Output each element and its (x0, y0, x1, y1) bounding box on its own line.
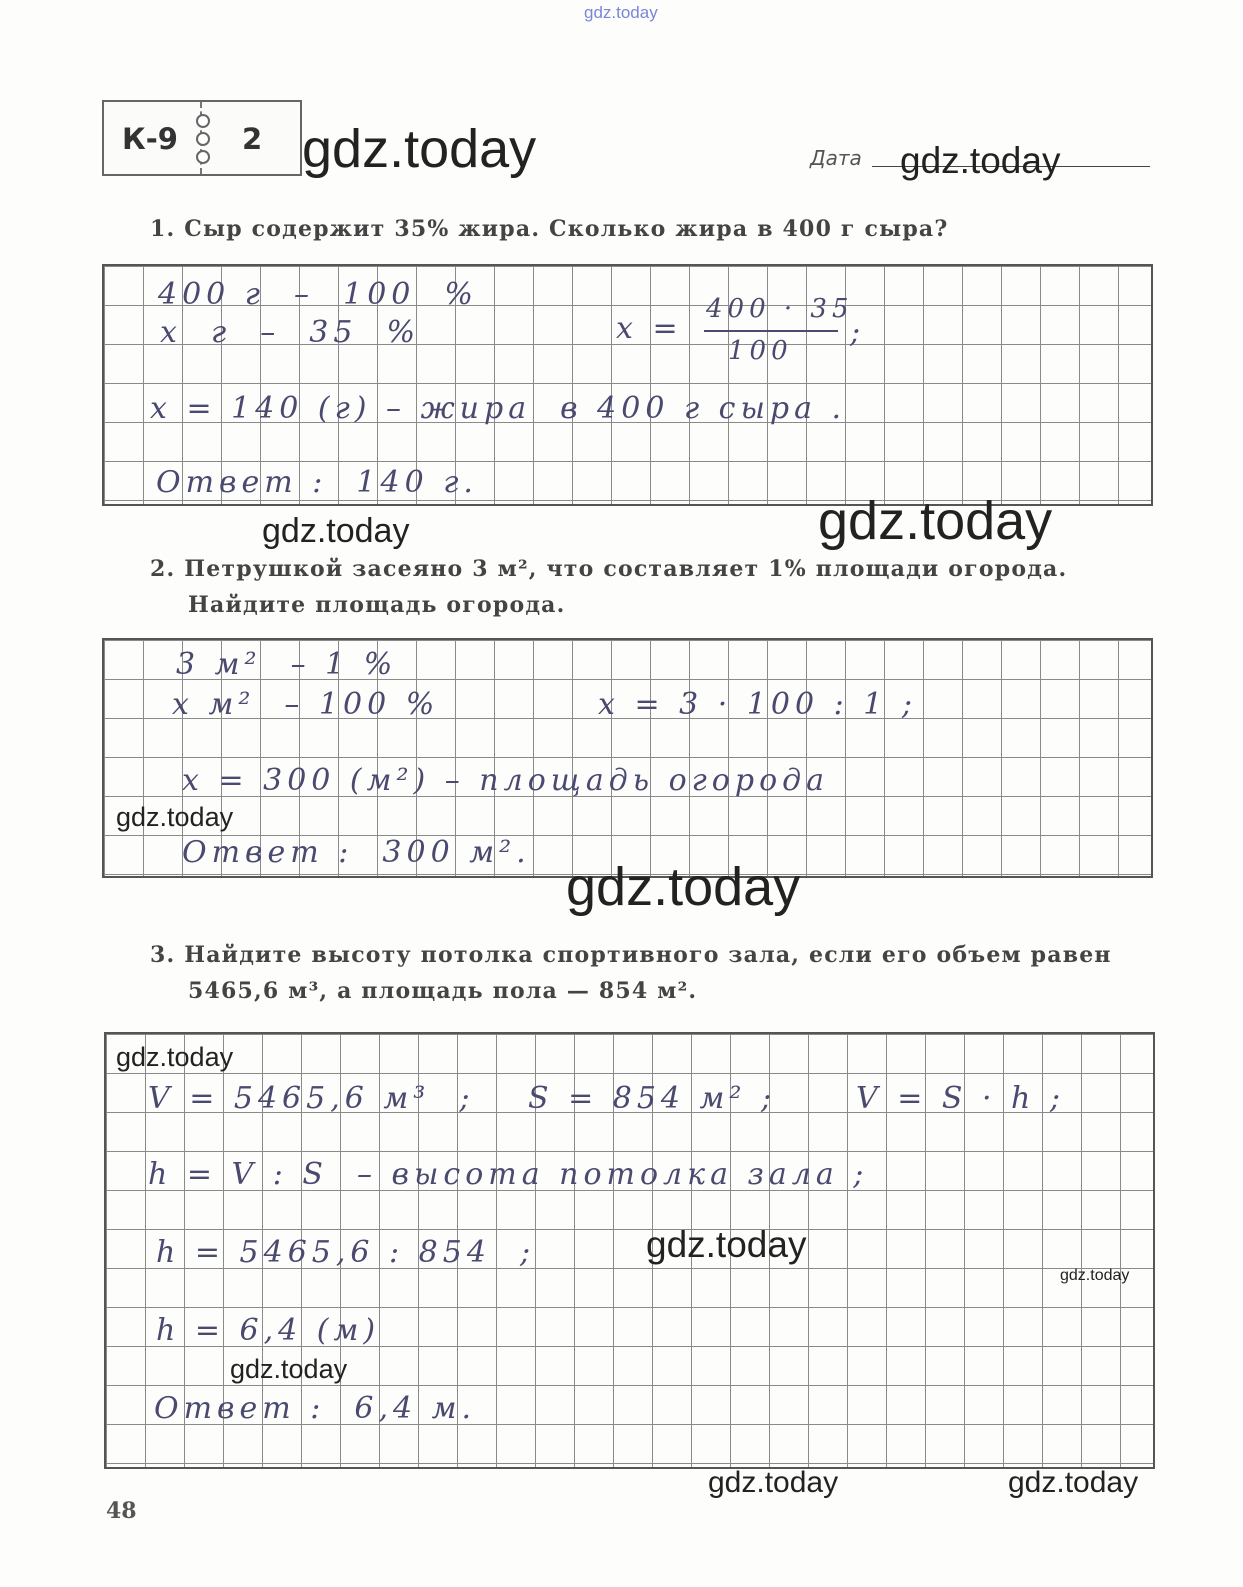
task-2-row-3: х = 300 (м²) – площадь огорода (182, 763, 830, 798)
watermark: gdz.today (302, 119, 537, 179)
binder-ring-icon (196, 114, 210, 128)
watermark: gdz.today (116, 802, 234, 832)
task-3-given-1: V = 5465,6 м³ ; (148, 1081, 475, 1116)
task-2-row-2: х м² – 100 % (172, 687, 440, 722)
watermark-top: gdz.today (584, 3, 658, 22)
variant-number: 2 (242, 122, 263, 156)
date-label: Дата (810, 146, 862, 170)
watermark: gdz.today (116, 1042, 234, 1072)
task-3-question-line-2: 5465,6 м³, а площадь пола — 854 м². (188, 978, 698, 1004)
task-1-row-2: х г – 35 % (160, 315, 421, 350)
task-2-question-line-1: Петрушкой засеяно 3 м², что составляет 1% площади огорода. (184, 556, 1068, 582)
task-1-formula-denominator: 100 (728, 336, 793, 366)
watermark: gdz.today (708, 1466, 839, 1499)
task-3-question-line-1: Найдите высоту потолка спортивного зала, если его объем равен (184, 942, 1112, 968)
watermark: gdz.today (566, 857, 801, 917)
task-2-answer: Ответ : 300 м². (182, 835, 531, 870)
task-3-given-2: S = 854 м² ; (528, 1081, 777, 1116)
watermark: gdz.today (900, 140, 1061, 181)
watermark: gdz.today (1060, 1267, 1130, 1284)
task-1-text (150, 216, 948, 242)
task-2-text-line-1 (150, 556, 1067, 582)
page-number: 48 (106, 1498, 137, 1524)
task-3-row-3: h = 5465,6 : 854 ; (156, 1235, 536, 1270)
task-1-formula-lhs: х = (616, 311, 683, 346)
task-1-row-3: х = 140 (г) – жира в 400 г сыра . (150, 391, 847, 426)
task-1-answer: Ответ : 140 г. (156, 465, 478, 500)
watermark: gdz.today (646, 1224, 807, 1265)
task-2-question-line-2: Найдите площадь огорода. (188, 592, 566, 618)
task-3-number: 3. (150, 942, 176, 968)
task-3-text-line-1 (150, 942, 1112, 968)
task-3-answer: Ответ : 6,4 м. (154, 1391, 477, 1426)
task-1-row-1: 400 г – 100 % (158, 277, 478, 312)
work-label: К-9 (122, 122, 178, 156)
task-1-formula-tail: ; (850, 315, 866, 350)
binder-ring-icon (196, 132, 210, 146)
work-label-box (102, 100, 302, 176)
task-1-question: Сыр содержит 35% жира. Сколько жира в 400 г сыра? (184, 216, 949, 242)
task-1-formula-numerator: 400 · 35 (706, 294, 854, 324)
watermark: gdz.today (818, 491, 1053, 551)
task-3-row-4: h = 6,4 (м) (156, 1313, 381, 1348)
task-1-number: 1. (150, 216, 176, 242)
binder-ring-icon (196, 150, 210, 164)
watermark: gdz.today (230, 1354, 348, 1384)
watermark: gdz.today (1008, 1466, 1139, 1499)
task-2-number: 2. (150, 556, 176, 582)
task-3-given-3: V = S · h ; (856, 1081, 1065, 1116)
watermark: gdz.today (262, 512, 410, 550)
task-2-formula: х = 3 · 100 : 1 ; (598, 687, 917, 722)
task-3-row-2: h = V : S – высота потолка зала ; (148, 1157, 869, 1192)
task-1-fraction-bar (704, 330, 838, 332)
task-2-row-1: 3 м² – 1 % (176, 647, 398, 682)
